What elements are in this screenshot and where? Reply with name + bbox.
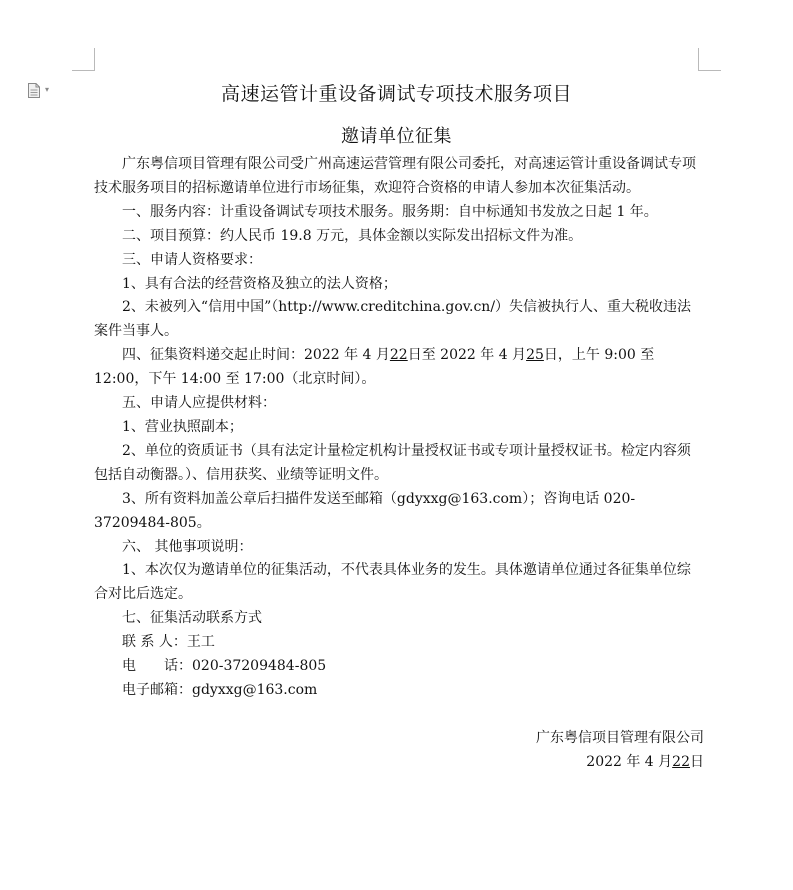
signature-date-text-b: 日 [690,753,704,770]
contact-person: 联 系 人：王工 [122,634,215,651]
start-day: 22 [389,347,408,364]
section-6-item-1: 1、本次仅为邀请单位的征集活动，不代表具体业务的发生。具体邀请单位通过各征集单位综合对比后选定。 [94,562,691,603]
section-6-heading: 六、 其他事项说明： [122,538,253,555]
end-day: 25 [526,347,544,364]
caret-down-icon[interactable]: ▾ [45,85,50,94]
section-5-item-2: 2、单位的资质证书（具有法定计量检定机构计量授权证书或专项计量授权证书。检定内容须包括自动衡器。）、信用获奖、业绩等证明文件。 [94,442,691,483]
section-5-item-1: 1、营业执照副本； [122,418,243,435]
contact-email: 电子邮箱：gdyxxg@163.com [122,681,318,698]
section-4-text-a: 四、征集资料递交起止时间：2022 年 4 月 [122,347,390,364]
document-subtitle: 邀请单位征集 [341,126,452,147]
section-4-time [94,344,704,392]
signature-day: 22 [672,753,690,770]
contact-phone: 电 话：020-37209484-805 [122,658,327,675]
section-5-heading: 五、申请人应提供材料： [122,395,276,412]
document-body [94,153,704,775]
section-1-service: 一、服务内容：计重设备调试专项技术服务。服务期：自中标通知书发放之日起 1 年。 [122,203,658,220]
signature-date [94,751,704,775]
section-7-heading: 七、征集活动联系方式 [122,610,262,627]
intro-paragraph: 广东粤信项目管理有限公司受广州高速运营管理有限公司委托，对高速运管计重设备调试专项技术服务项目的招标邀请单位进行市场征集，欢迎符合资格的申请人参加本次征集活动。 [94,156,696,196]
section-5-item-3: 3、所有资料加盖公章后扫描件发送至邮箱（gdyxxg@163.com）；咨询电话 020-37209484-805。 [94,490,636,531]
page-corner-mark-top-right [698,48,721,71]
section-4-text-b: 日至 2022 年 4 月 [407,347,527,364]
section-2-budget: 二、项目预算：约人民币 19.8 万元，具体金额以实际发出招标文件为准。 [122,227,583,244]
document-title: 高速运管计重设备调试专项技术服务项目 [220,83,572,105]
section-4-text-c: 日，上午 9:00 至 12:00，下午 14:00 至 17:00（北京时间）。 [94,347,655,388]
section-3-item-1: 1、具有合法的经营资格及独立的法人资格； [122,275,397,292]
signature-date-text-a: 2022 年 4 月 [586,753,673,770]
section-3-item-2: 2、未被列入“信用中国”（http://www.creditchina.gov.cn/）失信被执行人、重大税收违法案件当事人。 [94,299,692,340]
signature-company: 广东粤信项目管理有限公司 [536,729,704,746]
page-corner-mark-top-left [72,48,95,71]
section-3-heading: 三、申请人资格要求： [122,251,262,268]
signature-spacer [94,703,704,727]
